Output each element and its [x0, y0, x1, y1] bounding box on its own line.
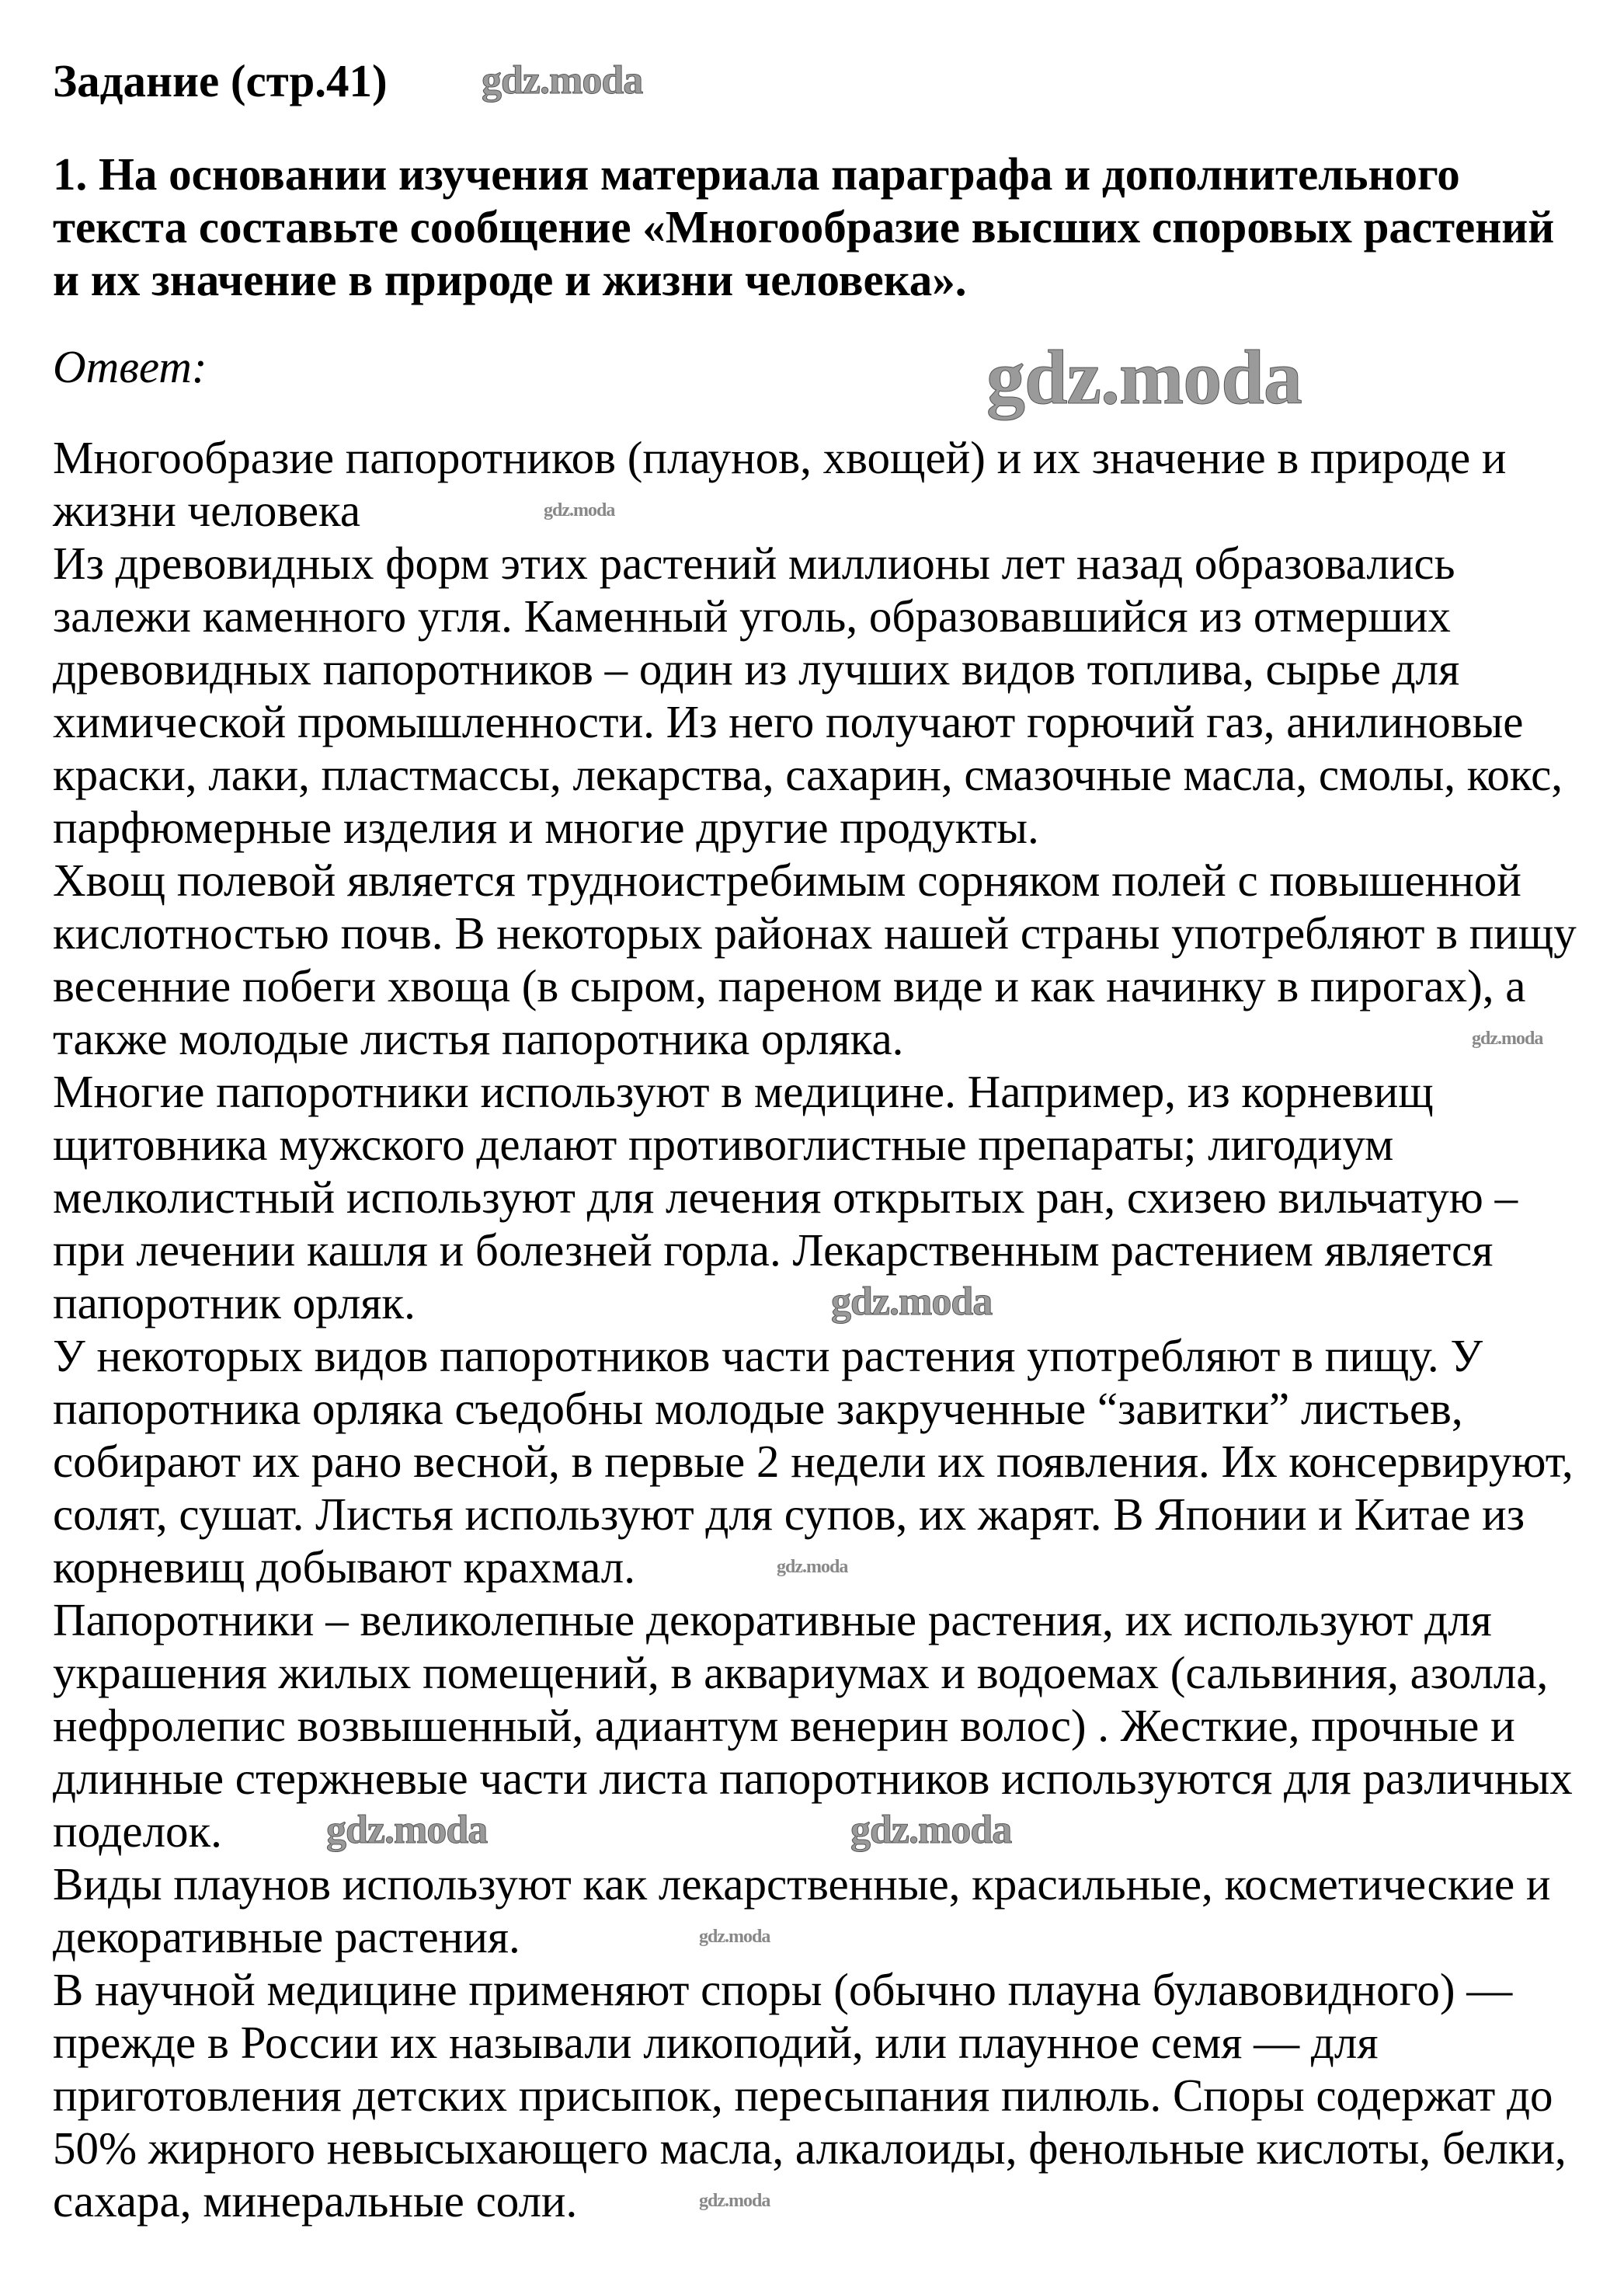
answer-line: У некоторых видов папоротников части растения употребляют в пищу. У: [53, 1330, 1483, 1381]
answer-line: корневищ добывают крахмал.: [53, 1541, 636, 1593]
watermark-logo: gdz.moda: [482, 58, 643, 103]
answer-line: Многие папоротники используют в медицине. Например, из корневищ: [53, 1066, 1434, 1117]
watermark-logo: gdz.moda: [699, 2191, 770, 2211]
task-title: Задание (стр.41): [53, 55, 388, 106]
watermark-logo: gdz.moda: [777, 1557, 848, 1577]
answer-line: В научной медицине применяют споры (обычно плауна булавовидного) —: [53, 1964, 1513, 2015]
answer-line: длинные стержневые части листа папоротников используются для различных: [53, 1753, 1573, 1804]
watermark-logo: gdz.moda: [544, 500, 615, 521]
watermark-logo: gdz.moda: [699, 1927, 770, 1947]
answer-line: при лечении кашля и болезней горла. Лекарственным растением является: [53, 1224, 1494, 1276]
question-line: 1. На основании изучения материала параграфа и дополнительного: [53, 148, 1460, 200]
answer-line: химической промышленности. Из него получают горючий газ, анилиновые: [53, 696, 1524, 747]
answer-line: нефролепис возвышенный, адиантум венерин волос) . Жесткие, прочные и: [53, 1700, 1515, 1751]
answer-line: Хвощ полевой является трудноистребимым сорняком полей с повышенной: [53, 855, 1521, 906]
answer-line: 50% жирного невысыхающего масла, алкалоиды, фенольные кислоты, белки,: [53, 2122, 1567, 2174]
answer-line: парфюмерные изделия и многие другие продукты.: [53, 802, 1039, 853]
watermark-logo: gdz.moda: [986, 334, 1302, 420]
answer-line: солят, сушат. Листья используют для супов, их жарят. В Японии и Китае из: [53, 1488, 1525, 1540]
answer-line: сахара, минеральные соли.: [53, 2175, 578, 2227]
answer-line: кислотностью почв. В некоторых районах нашей страны употребляют в пищу: [53, 907, 1577, 959]
answer-line: папоротника орляка съедобны молодые закрученные “завитки” листьев,: [53, 1383, 1463, 1434]
answer-line: щитовника мужского делают противоглистные препараты; лигодиум: [53, 1119, 1394, 1170]
answer-line: древовидных папоротников – один из лучших видов топлива, сырье для: [53, 643, 1460, 695]
answer-line: мелколистный используют для лечения открытых ран, схизею вильчатую –: [53, 1172, 1518, 1223]
answer-line: собирают их рано весной, в первые 2 недели их появления. Их консервируют,: [53, 1436, 1574, 1487]
answer-line: весенние побеги хвоща (в сыром, пареном виде и как начинку в пирогах), а: [53, 960, 1526, 1011]
answer-line: украшения жилых помещений, в аквариумах и водоемах (сальвиния, азолла,: [53, 1647, 1549, 1698]
answer-line: декоративные растения.: [53, 1911, 520, 1962]
answer-line: Из древовидных форм этих растений миллионы лет назад образовались: [53, 538, 1455, 589]
answer-label: Ответ:: [53, 341, 207, 392]
watermark-logo: gdz.moda: [850, 1808, 1012, 1852]
question-line: и их значение в природе и жизни человека».: [53, 254, 967, 305]
answer-line: Папоротники – великолепные декоративные растения, их используют для: [53, 1594, 1492, 1645]
watermark-logo: gdz.moda: [1472, 1029, 1543, 1049]
watermark-logo: gdz.moda: [831, 1280, 993, 1324]
answer-line: поделок.: [53, 1805, 222, 1857]
question-line: текста составьте сообщение «Многообразие высших споровых растений: [53, 201, 1555, 252]
answer-line: краски, лаки, пластмассы, лекарства, сахарин, смазочные масла, смолы, кокс,: [53, 749, 1563, 800]
answer-line: залежи каменного угля. Каменный уголь, образовавшийся из отмерших: [53, 590, 1451, 642]
answer-line: папоротник орляк.: [53, 1277, 416, 1328]
watermark-logo: gdz.moda: [326, 1808, 488, 1852]
answer-line: прежде в России их называли ликоподий, или плаунное семя — для: [53, 2017, 1379, 2068]
answer-line: приготовления детских присыпок, пересыпания пилюль. Споры содержат до: [53, 2070, 1553, 2121]
answer-line: Многообразие папоротников (плаунов, хвощей) и их значение в природе и: [53, 432, 1507, 483]
answer-line: также молодые листья папоротника орляка.: [53, 1013, 904, 1064]
answer-line: жизни человека: [53, 485, 361, 536]
answer-line: Виды плаунов используют как лекарственные, красильные, косметические и: [53, 1858, 1551, 1910]
